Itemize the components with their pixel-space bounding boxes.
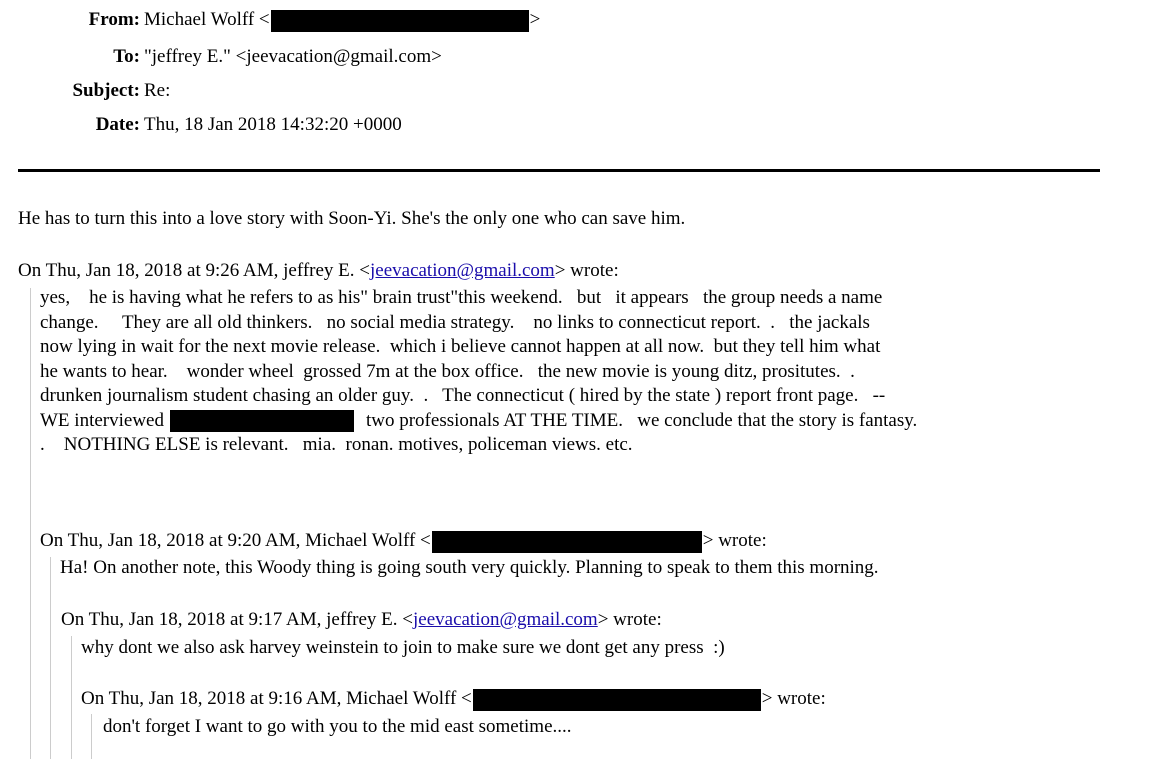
from-name: Michael Wolff < xyxy=(144,9,270,30)
quote1-email-link[interactable]: jeevacation@gmail.com xyxy=(369,260,555,281)
from-suffix: > xyxy=(529,9,541,30)
quote1-attribution-suffix: > wrote: xyxy=(554,260,619,281)
subject-label: Subject: xyxy=(72,80,140,101)
quote1-line: change. They are all old thinkers. no social media strategy. no links to connecticut report. . the jackals xyxy=(40,311,870,333)
quote1-line6-prefix: WE interviewed xyxy=(40,409,164,431)
redaction-block xyxy=(473,689,761,711)
quote4-attribution xyxy=(81,686,826,712)
quote2-attribution xyxy=(40,528,767,554)
quote1-attribution xyxy=(18,258,619,284)
quote3-email-link[interactable]: jeevacation@gmail.com xyxy=(412,609,598,630)
quote4-attribution-suffix: > wrote: xyxy=(761,688,826,709)
to-value: "jeffrey E." <jeevacation@gmail.com> xyxy=(144,46,442,67)
quote3-text: why dont we also ask harvey weinstein to join to make sure we dont get any press :) xyxy=(81,637,725,658)
quote3-attribution-prefix: On Thu, Jan 18, 2018 at 9:17 AM, jeffrey E. < xyxy=(61,609,413,630)
quote1-line6-suffix: two professionals AT THE TIME. we conclude that the story is fantasy. xyxy=(365,409,918,431)
quote1-attribution-prefix: On Thu, Jan 18, 2018 at 9:26 AM, jeffrey E. < xyxy=(18,260,370,281)
redaction-block xyxy=(170,410,354,432)
from-row xyxy=(0,7,700,33)
quote1-line: . NOTHING ELSE is relevant. mia. ronan. motives, policeman views. etc. xyxy=(40,434,633,455)
date-row xyxy=(0,112,700,138)
quote1-line: drunken journalism student chasing an older guy. . The connecticut ( hired by the state ) report front page. -- xyxy=(40,385,886,406)
quote2-bar xyxy=(50,557,51,759)
subject-row xyxy=(0,78,700,104)
reply-text: He has to turn this into a love story with Soon-Yi. She's the only one who can save him. xyxy=(18,208,686,229)
to-label: To: xyxy=(113,46,140,67)
quote4-text: don't forget I want to go with you to the mid east sometime.... xyxy=(103,716,572,737)
from-label: From: xyxy=(88,9,140,30)
quote1-bar xyxy=(30,288,31,759)
subject-value: Re: xyxy=(144,80,171,101)
quote2-text: Ha! On another note, this Woody thing is going south very quickly. Planning to speak to them this morning. xyxy=(60,557,879,578)
from-value xyxy=(144,7,540,33)
date-value: Thu, 18 Jan 2018 14:32:20 +0000 xyxy=(144,114,402,135)
quote4-attribution-prefix: On Thu, Jan 18, 2018 at 9:16 AM, Michael Wolff < xyxy=(81,688,472,709)
quote4-bar xyxy=(91,714,92,759)
redaction-block xyxy=(432,531,702,553)
quote2-attribution-suffix: > wrote: xyxy=(702,530,767,551)
quote1-line xyxy=(40,409,1120,434)
quote1-line: now lying in wait for the next movie release. which i believe cannot happen at all now. but they tell him what xyxy=(40,336,881,357)
quote3-bar xyxy=(71,636,72,759)
date-label: Date: xyxy=(95,114,140,135)
quote1-body xyxy=(40,286,1120,458)
quote3-attribution xyxy=(61,607,662,633)
header-divider xyxy=(18,169,1100,172)
redaction-block xyxy=(271,10,529,32)
quote1-line: he wants to hear. wonder wheel grossed 7m at the box office. the new movie is young ditz, prositutes. . xyxy=(40,360,855,382)
quote3-attribution-suffix: > wrote: xyxy=(597,609,662,630)
quote2-attribution-prefix: On Thu, Jan 18, 2018 at 9:20 AM, Michael Wolff < xyxy=(40,530,431,551)
quote1-line: yes, he is having what he refers to as his" brain trust"this weekend. but it appears the group needs a name xyxy=(40,287,883,308)
to-row xyxy=(0,44,700,70)
